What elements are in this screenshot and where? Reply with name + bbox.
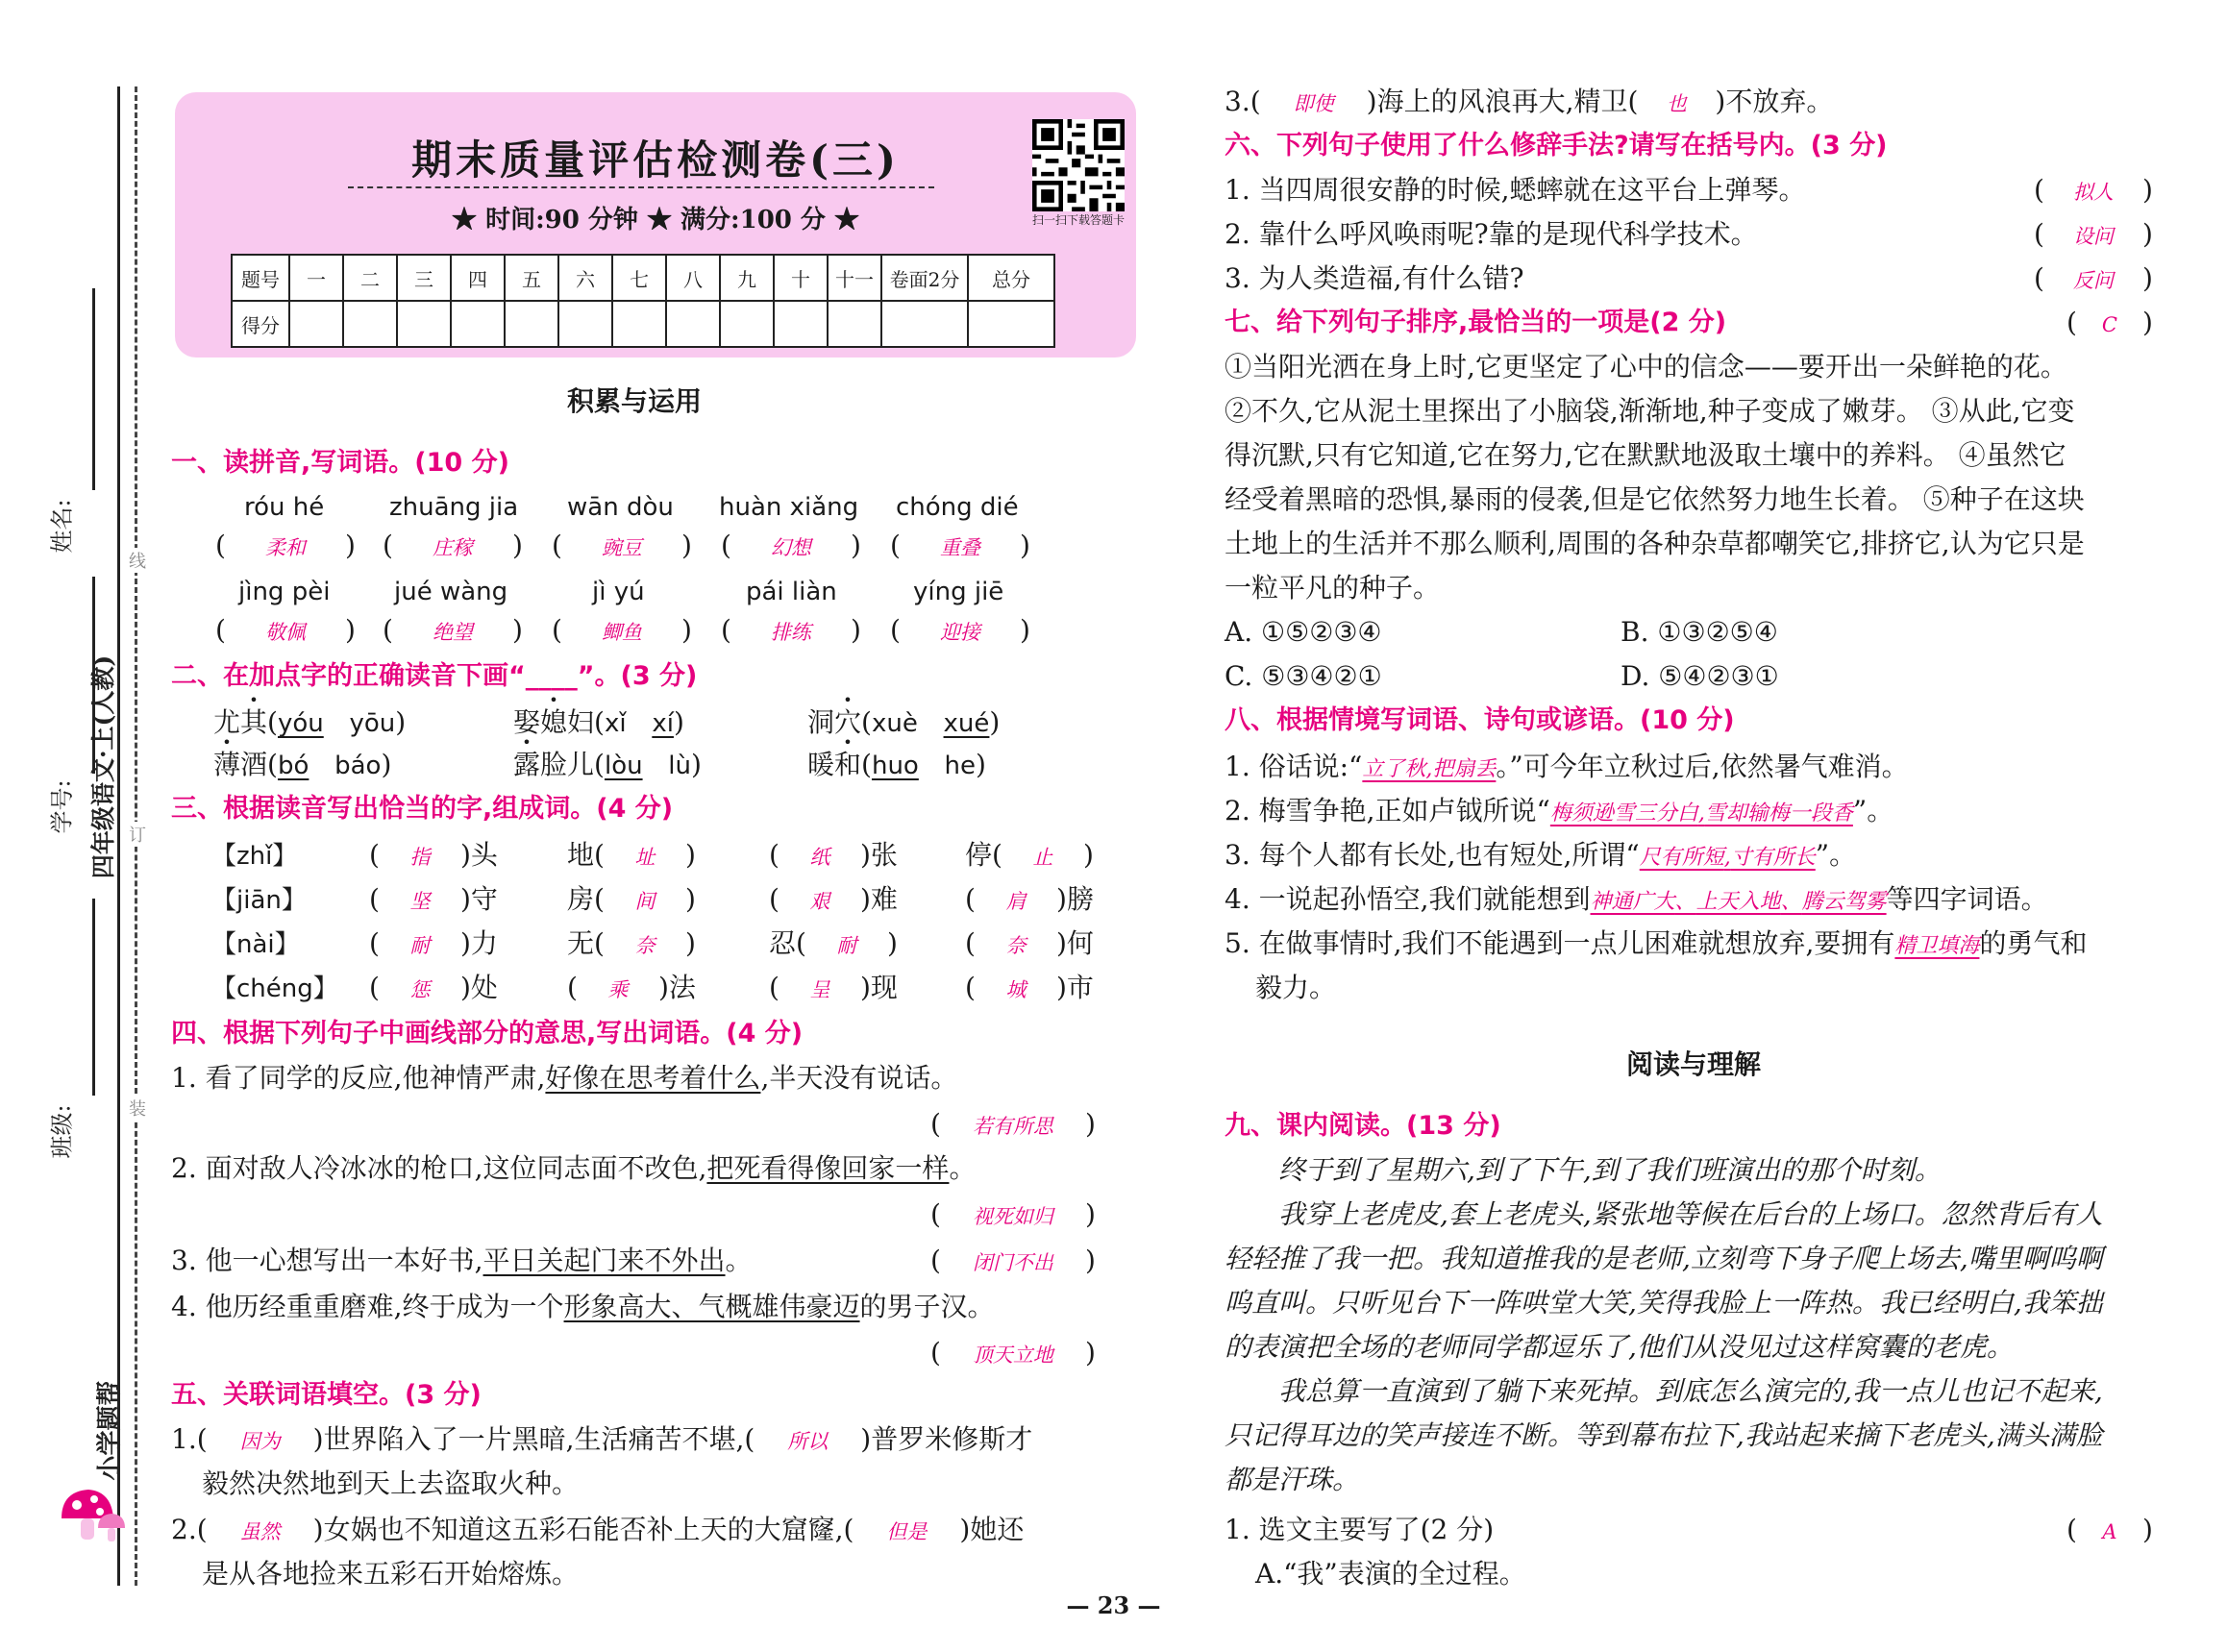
answer-text: C	[2101, 313, 2117, 336]
answer-text: 设问	[2072, 225, 2114, 248]
fill-answer: 呈	[809, 978, 830, 1001]
score-input-cell[interactable]	[397, 301, 451, 347]
underlined-phrase: 把死看得像回家一样	[706, 1152, 950, 1184]
s9-answer-1[interactable]: ( A )	[2066, 1511, 2153, 1551]
score-cell: 一	[289, 255, 343, 301]
answer-box-3[interactable]: ( 豌豆 )	[552, 527, 692, 567]
answer-box-7[interactable]: ( 绝望 )	[383, 611, 523, 652]
answer-2-1: 敬佩	[264, 621, 306, 644]
reading-line: 的表演把全场的老师同学都逗乐了,他们从没见过这样窝囊的老虎。	[1225, 1331, 2014, 1363]
paren-close: )	[989, 706, 1001, 738]
s3-blank[interactable]: ( 艰 )难	[769, 880, 898, 921]
answer-2-5: 迎接	[939, 621, 980, 644]
paren-close: )	[673, 706, 684, 738]
underlined-phrase: 形象高大、气概雄伟豪迈	[563, 1291, 860, 1322]
dotted-char: 媳	[540, 706, 568, 738]
page-number: — 23 —	[1066, 1591, 1161, 1619]
s7-line-4: 经受着黑暗的恐惧,暴雨的侵袭,但是它依然努力地生长着。 ⑤种子在这块	[1225, 483, 2085, 515]
name-blank	[92, 288, 95, 490]
word-part: 脸儿	[540, 749, 595, 780]
score-cell: 十一	[828, 255, 881, 301]
word-part: 市	[1066, 972, 1094, 1003]
reading-option-b[interactable]: xué	[943, 709, 990, 738]
paren-close: )	[381, 749, 392, 780]
pronunciation-item-3[interactable]	[807, 703, 1000, 743]
exam-subtitle: ★ 时间:90 分钟 ★ 满分:100 分 ★	[452, 206, 859, 234]
s4-answer-4[interactable]: ( 顶天立地 )	[930, 1334, 1096, 1374]
reading-line: 轻轻推了我一把。我知道推我的是老师,立刻弯下身子爬上场去,嘴里啊呜啊	[1225, 1243, 2103, 1274]
word-part: 膀	[1066, 883, 1094, 915]
fill-answer: 肩	[1005, 890, 1027, 913]
question-text: 等四字词语。	[1886, 883, 2048, 915]
s6-question-2: 2. 靠什么呼风唤雨呢?靠的是现代科学技术。	[1225, 218, 1758, 250]
question-text: ,半天没有说话。	[760, 1062, 958, 1094]
score-input-cell[interactable]	[881, 301, 968, 347]
s3-blank[interactable]: ( 城 )市	[965, 969, 1094, 1009]
title-divider	[348, 186, 934, 188]
answer-text: 精卫填海	[1894, 934, 1980, 958]
question-text: )普罗米修斯才	[860, 1423, 1033, 1455]
reading-option-a[interactable]: lòu	[604, 752, 643, 780]
s3-blank[interactable]: ( 指 )头	[369, 836, 498, 876]
question-text: ”。	[1815, 839, 1857, 871]
answer-text: 闭门不出	[972, 1251, 1053, 1274]
reading-option-a[interactable]: xǐ	[604, 709, 627, 738]
section1-title: 一、读拼音,写词语。(10 分)	[171, 448, 509, 478]
s4-answer-3[interactable]: ( 闭门不出 )	[930, 1242, 1096, 1282]
answer-text: 神通广大	[1590, 890, 1675, 914]
s5-question-3[interactable]	[1225, 83, 1833, 123]
paren-open: (	[594, 749, 605, 780]
paren-open: (	[594, 706, 605, 738]
score-input-cell[interactable]	[612, 301, 666, 347]
s3-blank[interactable]: ( 肩 )膀	[965, 880, 1094, 921]
score-cell: 五	[505, 255, 558, 301]
answer-box-2[interactable]: ( 庄稼 )	[383, 527, 523, 567]
answer-text: 上天入地	[1695, 890, 1781, 914]
underlined-phrase: 好像在思考着什么	[545, 1062, 761, 1094]
s4-question-3	[171, 1242, 753, 1280]
section4-title: 四、根据下列句子中画线部分的意思,写出词语。(4 分)	[171, 1019, 804, 1048]
answer-separator: 、	[1674, 890, 1696, 914]
s5-question-2-line2: 是从各地捡来五彩石开始熔炼。	[202, 1558, 580, 1590]
answer-text: 寸有所长	[1730, 846, 1816, 870]
dotted-char: 和	[834, 749, 862, 780]
answer-text: 尺有所短	[1639, 846, 1724, 870]
answer-box-6[interactable]: ( 敬佩 )	[215, 611, 356, 652]
binding-margin	[0, 0, 159, 1652]
answer-text: 视死如归	[972, 1205, 1053, 1228]
reading-line: 只记得耳边的笑声接连不断。等到幕布拉下,我站起来摘下老虎头,满头满脸	[1225, 1419, 2103, 1451]
question-text: 。	[949, 1152, 977, 1184]
answer-2-3: 鲫鱼	[601, 621, 642, 644]
question-text: )不放弃。	[1715, 86, 1834, 117]
s7-line-3: 得沉默,只有它知道,它在努力,它在默默地汲取土壤中的养料。 ④虽然它	[1225, 439, 2066, 471]
answer-1-4: 幻想	[770, 536, 811, 559]
paren-open: (	[267, 706, 278, 738]
reading-line: 都是汗珠。	[1225, 1464, 1360, 1495]
exam-header	[175, 92, 1136, 358]
answer-box-8[interactable]: ( 鲫鱼 )	[552, 611, 692, 652]
cut-mark-order: 订	[129, 822, 146, 847]
fill-answer: 坚	[409, 890, 431, 913]
reading-option-a[interactable]: yóu	[277, 709, 324, 738]
s4-answer-1[interactable]: ( 若有所思 )	[930, 1105, 1096, 1146]
word-part: 头	[470, 839, 498, 871]
word-part: 忍(	[769, 927, 806, 959]
reading-paragraph-1: 终于到了星期六,到了下午,到了我们班演出的那个时刻。	[1278, 1154, 1942, 1186]
fill-answer: 城	[1005, 978, 1027, 1001]
s3-row-3	[211, 925, 300, 964]
section9-title: 九、课内阅读。(13 分)	[1225, 1111, 1501, 1141]
qr-code-icon[interactable]	[1032, 119, 1125, 211]
paren-open: (	[267, 749, 278, 780]
pronunciation-item-2[interactable]	[513, 703, 684, 743]
question-text: 。	[725, 1245, 753, 1276]
pronunciation-item-6[interactable]	[807, 746, 986, 785]
question-text: 5. 在做事情时,我们不能遇到一点儿困难就想放弃,要拥有	[1225, 927, 1895, 959]
part1-title: 积累与运用	[567, 385, 703, 417]
pinyin-1: róu hé	[244, 493, 325, 522]
s5-question-1-line2: 毅然决然地到天上去盗取火种。	[202, 1467, 580, 1499]
pinyin-tag: 【zhǐ】	[211, 842, 298, 871]
pinyin-4: huàn xiǎng	[719, 493, 859, 522]
answer-text: 拟人	[2072, 181, 2114, 204]
fill-answer: 间	[634, 890, 656, 913]
pinyin-2: zhuāng jia	[389, 493, 519, 522]
s6-question-1: 1. 当四周很安静的时候,蟋蟀就在这平台上弹琴。	[1225, 174, 1806, 206]
reading-line: 呜直叫。只听见台下一阵哄堂大笑,笑得我脸上一阵热。我已经明白,我笨拙	[1225, 1287, 2103, 1319]
pronunciation-item-5[interactable]	[513, 746, 702, 785]
section7-title: 七、给下列句子排序,最恰当的一项是(2 分)	[1225, 308, 1727, 337]
s7-line-2: ②不久,它从泥土里探出了小脑袋,渐渐地,种子变成了嫩芽。 ③从此,它变	[1225, 395, 2075, 427]
reading-option-b[interactable]: lù	[668, 752, 691, 780]
reading-option-b[interactable]: xí	[652, 709, 674, 738]
question-text: 4. 一说起孙悟空,我们就能想到	[1225, 883, 1591, 915]
s3-blank[interactable]: ( 奈 )何	[965, 925, 1094, 965]
class-label: 班级:	[48, 1104, 76, 1159]
pinyin-6: jìng pèi	[238, 578, 331, 606]
pinyin-5: chóng dié	[896, 493, 1019, 522]
question-text: 2. 面对敌人冷冰冰的枪口,这位同志面不改色,	[171, 1152, 707, 1184]
answer-text: 腾云驾雾	[1801, 890, 1887, 914]
answer-1-3: 豌豆	[601, 536, 642, 559]
name-label: 姓名:	[48, 499, 76, 554]
fill-answer: 耐	[836, 934, 857, 957]
word-part: 尤	[213, 706, 241, 738]
answer-1-1: 柔和	[264, 536, 306, 559]
s3-row-1	[211, 836, 297, 875]
score-cell: 卷面2分	[881, 255, 968, 301]
word-part: 守	[470, 883, 498, 915]
reading-option-b[interactable]: he	[944, 752, 977, 780]
s3-row-2	[211, 880, 307, 920]
dotted-char: 露	[513, 749, 541, 780]
word-part: 现	[870, 972, 898, 1003]
word-part: 停(	[965, 839, 1002, 871]
underlined-phrase: 平日关起门来不外出	[483, 1245, 726, 1276]
score-cell: 六	[558, 255, 612, 301]
word-part: 酒	[240, 749, 268, 780]
answer-box-10[interactable]: ( 迎接 )	[890, 611, 1030, 652]
word-part: 暖	[807, 749, 835, 780]
class-blank	[92, 899, 95, 1096]
s6-question-3: 3. 为人类造福,有什么错?	[1225, 262, 1524, 294]
score-input-cell[interactable]	[774, 301, 828, 347]
reading-option-a[interactable]: huo	[871, 752, 919, 780]
fill-answer: 指	[409, 846, 431, 869]
question-text: 4. 他历经重重磨难,终于成为一个	[171, 1291, 564, 1322]
fill-answer: 止	[1032, 846, 1053, 869]
s3-blank[interactable]: ( 耐 )力	[369, 925, 498, 965]
answer-text: 梅须逊雪三分白	[1549, 801, 1698, 826]
answer-separator: ,	[1697, 801, 1705, 826]
score-table	[231, 254, 1055, 348]
s8-question-5-line2: 毅力。	[1255, 972, 1337, 1003]
answer-separator: 、	[1780, 890, 1802, 914]
score-input-cell[interactable]	[558, 301, 612, 347]
score-cell: 九	[720, 255, 774, 301]
score-input-cell[interactable]	[343, 301, 397, 347]
score-cell: 二	[343, 255, 397, 301]
score-cell: 七	[612, 255, 666, 301]
section6-title: 六、下列句子使用了什么修辞手法?请写在括号内。(3 分)	[1225, 131, 1888, 160]
question-text: )女娲也不知道这五彩石能否补上天的大窟窿,(	[312, 1514, 854, 1545]
section8-title: 八、根据情境写词语、诗句或谚语。(10 分)	[1225, 705, 1735, 735]
word-part: 何	[1066, 927, 1094, 959]
s9-option-a[interactable]: A.“我”表演的全过程。	[1255, 1558, 1526, 1590]
reading-option-b[interactable]: báo	[334, 752, 382, 780]
s3-blank[interactable]: 地( 址 )	[567, 836, 696, 876]
s7-line-5: 土地上的生活并不那么顺利,周围的各种杂草都嘲笑它,排挤它,认为它只是	[1225, 528, 2085, 559]
answer-box-5[interactable]: ( 重叠 )	[890, 527, 1030, 567]
paren-close: )	[395, 706, 407, 738]
score-input-cell[interactable]	[666, 301, 720, 347]
word-part: 处	[470, 972, 498, 1003]
word-part: 地(	[567, 839, 605, 871]
question-text: 3.(	[1225, 86, 1261, 117]
s3-row-4	[211, 969, 338, 1008]
section3-title: 三、根据读音写出恰当的字,组成词。(4 分)	[171, 794, 674, 824]
dotted-char: 穴	[834, 706, 862, 738]
question-text: 的勇气和	[1979, 927, 2088, 959]
s7-line-1: ①当阳光洒在身上时,它更坚定了心中的信念——要开出一朵鲜艳的花。	[1225, 351, 2067, 382]
s3-blank[interactable]: ( 纸 )张	[769, 836, 898, 876]
s4-answer-2[interactable]: ( 视死如归 )	[930, 1196, 1096, 1236]
answer-box-4[interactable]: ( 幻想 )	[721, 527, 861, 567]
reading-line: 我总算一直演到了躺下来死掉。到底怎么演完的,我一点儿也记不起来,	[1278, 1375, 2103, 1407]
score-cell: 三	[397, 255, 451, 301]
cut-mark-bind: 装	[129, 1096, 146, 1121]
word-part: 洞	[807, 706, 835, 738]
s8-question-2[interactable]	[1225, 792, 1893, 833]
pronunciation-item-1[interactable]	[213, 703, 406, 743]
fill-answer: 奈	[634, 934, 656, 957]
s7-option-a[interactable]: A. ①⑤②③④	[1225, 616, 1382, 648]
answer-1-2: 庄稼	[432, 536, 473, 559]
fill-answer: 纸	[809, 846, 830, 869]
s3-blank[interactable]: 停( 止 )	[965, 836, 1094, 876]
connective-answer: 也	[1666, 92, 1687, 115]
question-text: 3. 他一心想写出一本好书,	[171, 1245, 483, 1276]
connective-answer: 所以	[787, 1430, 829, 1453]
s8-question-4[interactable]	[1225, 880, 2048, 922]
score-input-cell[interactable]	[451, 301, 505, 347]
connective-answer: 即使	[1293, 92, 1334, 115]
section2-title: 二、在加点字的正确读音下画“____”。(3 分)	[171, 661, 698, 691]
connective-answer: 因为	[239, 1430, 281, 1453]
pinyin-10: yíng jiē	[913, 578, 1004, 606]
score-cell: 总分	[968, 255, 1054, 301]
answer-text: 反问	[2072, 269, 2114, 292]
question-text: 2. 梅雪争艳,正如卢钺所说“	[1225, 795, 1550, 826]
score-cell: 四	[451, 255, 505, 301]
s7-answer[interactable]: ( C )	[2066, 304, 2153, 344]
answer-2-2: 绝望	[432, 621, 473, 644]
score-row-label: 得分	[232, 301, 289, 347]
mushroom-icon	[56, 1480, 133, 1547]
word-part: 张	[870, 839, 898, 871]
s7-option-c[interactable]: C. ⑤③④②①	[1225, 660, 1382, 692]
s3-blank[interactable]: ( 乘 )法	[567, 969, 696, 1009]
fill-answer: 耐	[409, 934, 431, 957]
brand-label: 小学题帮	[95, 1380, 125, 1481]
answer-box-9[interactable]: ( 排练 )	[721, 611, 861, 652]
paren-open: (	[861, 749, 872, 780]
pronunciation-item-4[interactable]	[213, 746, 391, 785]
word-part: 妇	[567, 706, 595, 738]
part2-title: 阅读与理解	[1626, 1048, 1762, 1080]
score-cell: 八	[666, 255, 720, 301]
answer-1-5: 重叠	[939, 536, 980, 559]
s5-question-1[interactable]: 1.( 因为 )世界陷入了一片黑暗,生活痛苦不堪,( 所以 )普罗米修斯才	[171, 1420, 1032, 1461]
s3-blank[interactable]: 房( 间 )	[567, 880, 696, 921]
s8-question-1[interactable]	[1225, 748, 1909, 789]
score-input-cell[interactable]	[505, 301, 558, 347]
answer-text: 雪却输梅一段香	[1704, 801, 1853, 826]
s3-blank[interactable]: ( 呈 )现	[769, 969, 898, 1009]
answer-2-4: 排练	[770, 621, 811, 644]
s3-blank[interactable]: 忍( 耐 )	[769, 925, 898, 965]
pinyin-tag: 【chéng】	[211, 974, 338, 1003]
question-text: 1. 看了同学的反应,他神情严肃,	[171, 1062, 546, 1094]
s3-blank[interactable]: ( 惩 )处	[369, 969, 498, 1009]
answer-separator: ,	[1723, 846, 1731, 870]
paren-close: )	[690, 749, 702, 780]
s6-answer-3[interactable]: ( 反问 )	[2034, 259, 2153, 300]
s6-answer-2[interactable]: ( 设问 )	[2034, 215, 2153, 256]
qr-caption: 扫一扫下载答题卡	[1031, 213, 1125, 227]
fill-answer: 奈	[1005, 934, 1027, 957]
pinyin-3: wān dòu	[567, 493, 674, 522]
word-part: 法	[668, 972, 696, 1003]
question-text: ”。	[1852, 795, 1894, 826]
question-text: )世界陷入了一片黑暗,生活痛苦不堪,(	[312, 1423, 755, 1455]
score-input-cell[interactable]	[720, 301, 774, 347]
answer-text: 若有所思	[972, 1115, 1053, 1138]
word-part: 难	[870, 883, 898, 915]
score-cell: 题号	[232, 255, 289, 301]
s6-answer-1[interactable]: ( 拟人 )	[2034, 171, 2153, 211]
s5-question-2[interactable]: 2.( 虽然 )女娲也不知道这五彩石能否补上天的大窟窿,( 但是 )她还	[171, 1511, 1024, 1551]
pinyin-9: pái liàn	[746, 578, 837, 606]
question-text: 3. 每个人都有长处,也有短处,所谓“	[1225, 839, 1640, 871]
question-text: )海上的风浪再大,精卫(	[1366, 86, 1639, 117]
s8-question-5[interactable]	[1225, 925, 2087, 966]
s7-line-6: 一粒平凡的种子。	[1225, 572, 1441, 604]
answer-box-1[interactable]: ( 柔和 )	[215, 527, 356, 567]
word-part: 房(	[567, 883, 605, 915]
reading-option-a[interactable]: xuè	[871, 709, 918, 738]
connective-answer: 但是	[886, 1520, 928, 1543]
s7-option-d[interactable]: D. ⑤④②③①	[1621, 660, 1779, 692]
s4-question-1	[171, 1059, 957, 1097]
s4-question-2	[171, 1149, 976, 1188]
word-part: 娶	[513, 706, 541, 738]
connective-answer: 虽然	[239, 1520, 281, 1543]
question-text: 的男子汉。	[859, 1291, 995, 1322]
score-input-cell[interactable]	[968, 301, 1054, 347]
fill-answer: 址	[634, 846, 656, 869]
question-text: 1. 俗话说:“	[1225, 751, 1363, 782]
score-input-cell[interactable]	[828, 301, 881, 347]
reading-line: 我穿上老虎皮,套上老虎头,紧张地等候在后台的上场口。忽然背后有人	[1278, 1198, 2103, 1230]
exam-title: 期末质量评估检测卷(三)	[411, 136, 900, 184]
score-table-score-row	[232, 301, 1054, 347]
answer-text: 顶天立地	[972, 1344, 1053, 1367]
paren-open: (	[861, 706, 872, 738]
paren-close: )	[976, 749, 986, 780]
answer-text: A	[2102, 1520, 2117, 1543]
fill-answer: 惩	[409, 978, 431, 1001]
dotted-char: 薄	[213, 749, 241, 780]
pinyin-7: jué wàng	[394, 578, 508, 606]
fill-answer: 乘	[607, 978, 629, 1001]
pinyin-tag: 【jiān】	[211, 886, 307, 915]
score-table-header-row	[232, 255, 1054, 301]
s3-blank[interactable]: 无( 奈 )	[567, 925, 696, 965]
score-input-cell[interactable]	[289, 301, 343, 347]
dotted-char: 其	[240, 706, 268, 738]
score-cell: 十	[774, 255, 828, 301]
cut-mark-line: 线	[129, 548, 146, 573]
reading-option-a[interactable]: bó	[277, 752, 309, 780]
pinyin-8: jì yú	[592, 578, 645, 606]
pinyin-tag: 【nài】	[211, 930, 300, 959]
question-text: 。”可今年立秋过后,依然暑气难消。	[1496, 751, 1909, 782]
student-id-label: 学号:	[48, 779, 76, 834]
word-part: 力	[470, 927, 498, 959]
section5-title: 五、关联词语填空。(3 分)	[171, 1380, 482, 1410]
s7-option-b[interactable]: B. ①③②⑤④	[1621, 616, 1778, 648]
question-text: )她还	[959, 1514, 1025, 1545]
word-part: 无(	[567, 927, 605, 959]
grade-label: 四年级语文·上(人教)	[89, 654, 118, 879]
fill-answer: 艰	[809, 890, 830, 913]
s4-question-4	[171, 1288, 995, 1326]
reading-option-b[interactable]: yōu	[349, 709, 396, 738]
s9-question-1: 1. 选文主要写了(2 分)	[1225, 1514, 1495, 1545]
answer-text: 立了秋,把扇丢	[1362, 757, 1497, 781]
s3-blank[interactable]: ( 坚 )守	[369, 880, 498, 921]
s8-question-3[interactable]	[1225, 836, 1856, 877]
